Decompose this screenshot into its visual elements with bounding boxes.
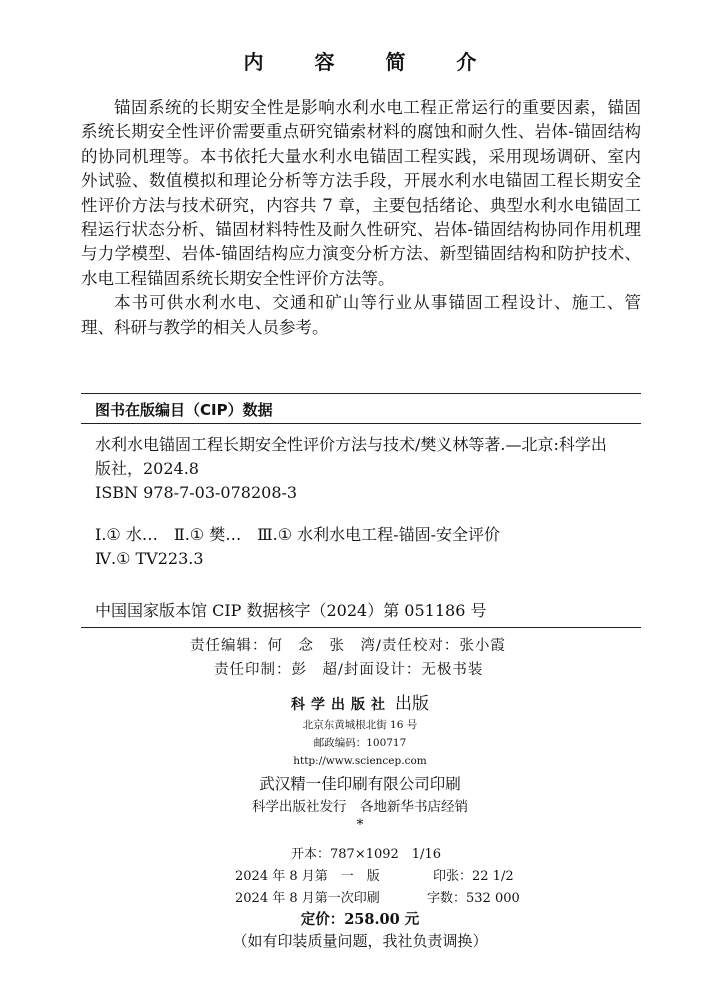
editors-line-1: 责任编辑：何 念 张 湾/责任校对：张小霞 <box>190 638 506 654</box>
intro-paragraph-2: 本书可供水利水电、交通和矿山等行业从事锚固工程设计、施工、管理、科研与教学的相关人员参考。 <box>81 293 641 337</box>
cip-heading: 图书在版编目（CIP）数据 <box>95 401 273 419</box>
cip-heading-divider <box>81 423 641 424</box>
publisher-suffix: 出版 <box>395 694 429 714</box>
spec-words: 字数：532 000 <box>427 891 520 906</box>
cip-verification-number: 中国国家版本馆 CIP 数据核字（2024）第 051186 号 <box>95 601 487 620</box>
price: 定价：258.00 元 <box>300 911 420 928</box>
book-introduction <box>81 96 641 340</box>
cip-publisher-line: 版社，2024.8 <box>95 459 199 478</box>
spec-edition: 2024 年 8 月第 一 版 <box>235 869 380 884</box>
cip-title-line: 水利水电锚固工程长期安全性评价方法与技术/樊义林等著.—北京:科学出 <box>95 435 607 454</box>
publisher-postcode: 邮政编码：100717 <box>313 737 407 749</box>
spec-printing: 2024 年 8 月第一次印刷 <box>235 891 380 906</box>
spec-format: 开本：787×1092 1/16 <box>291 847 441 862</box>
distribution: 科学出版社发行 各地新华书店经销 <box>252 799 468 815</box>
spec-sheets: 印张：22 1/2 <box>433 869 514 884</box>
page-title: 内 容 简 介 <box>243 50 499 74</box>
cip-isbn: ISBN 978-7-03-078208-3 <box>95 483 298 502</box>
publisher-logo: 科学出版社 <box>291 697 391 713</box>
editors-line-2: 责任印制：彭 超/封面设计：无极书装 <box>214 662 484 678</box>
publisher-block <box>0 693 720 832</box>
cip-classification-1: Ⅰ.① 水… Ⅱ.① 樊… Ⅲ.① 水利水电工程-锚固-安全评价 <box>95 525 500 544</box>
cip-classification-2: Ⅳ.① TV223.3 <box>95 549 204 568</box>
intro-paragraph-1: 锚固系统的长期安全性是影响水利水电工程正常运行的重要因素，锚固系统长期安全性评价需要重点研究锚索材料的腐蚀和耐久性、岩体-锚固结构的协同机理等。本书依托大量水利水电锚固工程实践，采用现场调研、室内外试验、数值模拟和理论分析等方法手段，开展水利水电锚固工程长期安全性评价方法与技术研究，内容共 7 章，主要包括绪论、典型水利水电锚固工程运行状态分析、锚固材料特性及耐久性研究、岩体-锚固结构协同作用机理与力学模型、岩体-锚固结构应力演变分析方法、新型锚固结构和防护技术、水电工程锚固系统长期安全性评价方法等。 <box>81 98 641 288</box>
publisher-url: http://www.sciencep.com <box>293 755 427 767</box>
publisher-address: 北京东黄城根北街 16 号 <box>302 719 418 731</box>
cip-top-divider <box>81 393 641 394</box>
separator-star: * <box>356 817 364 833</box>
printer: 武汉精一佳印刷有限公司印刷 <box>259 775 461 793</box>
cip-record <box>95 433 635 571</box>
publisher-line <box>0 693 720 716</box>
quality-notice: （如有印装质量问题，我社负责调换） <box>232 932 488 950</box>
cip-bottom-divider <box>81 627 641 628</box>
